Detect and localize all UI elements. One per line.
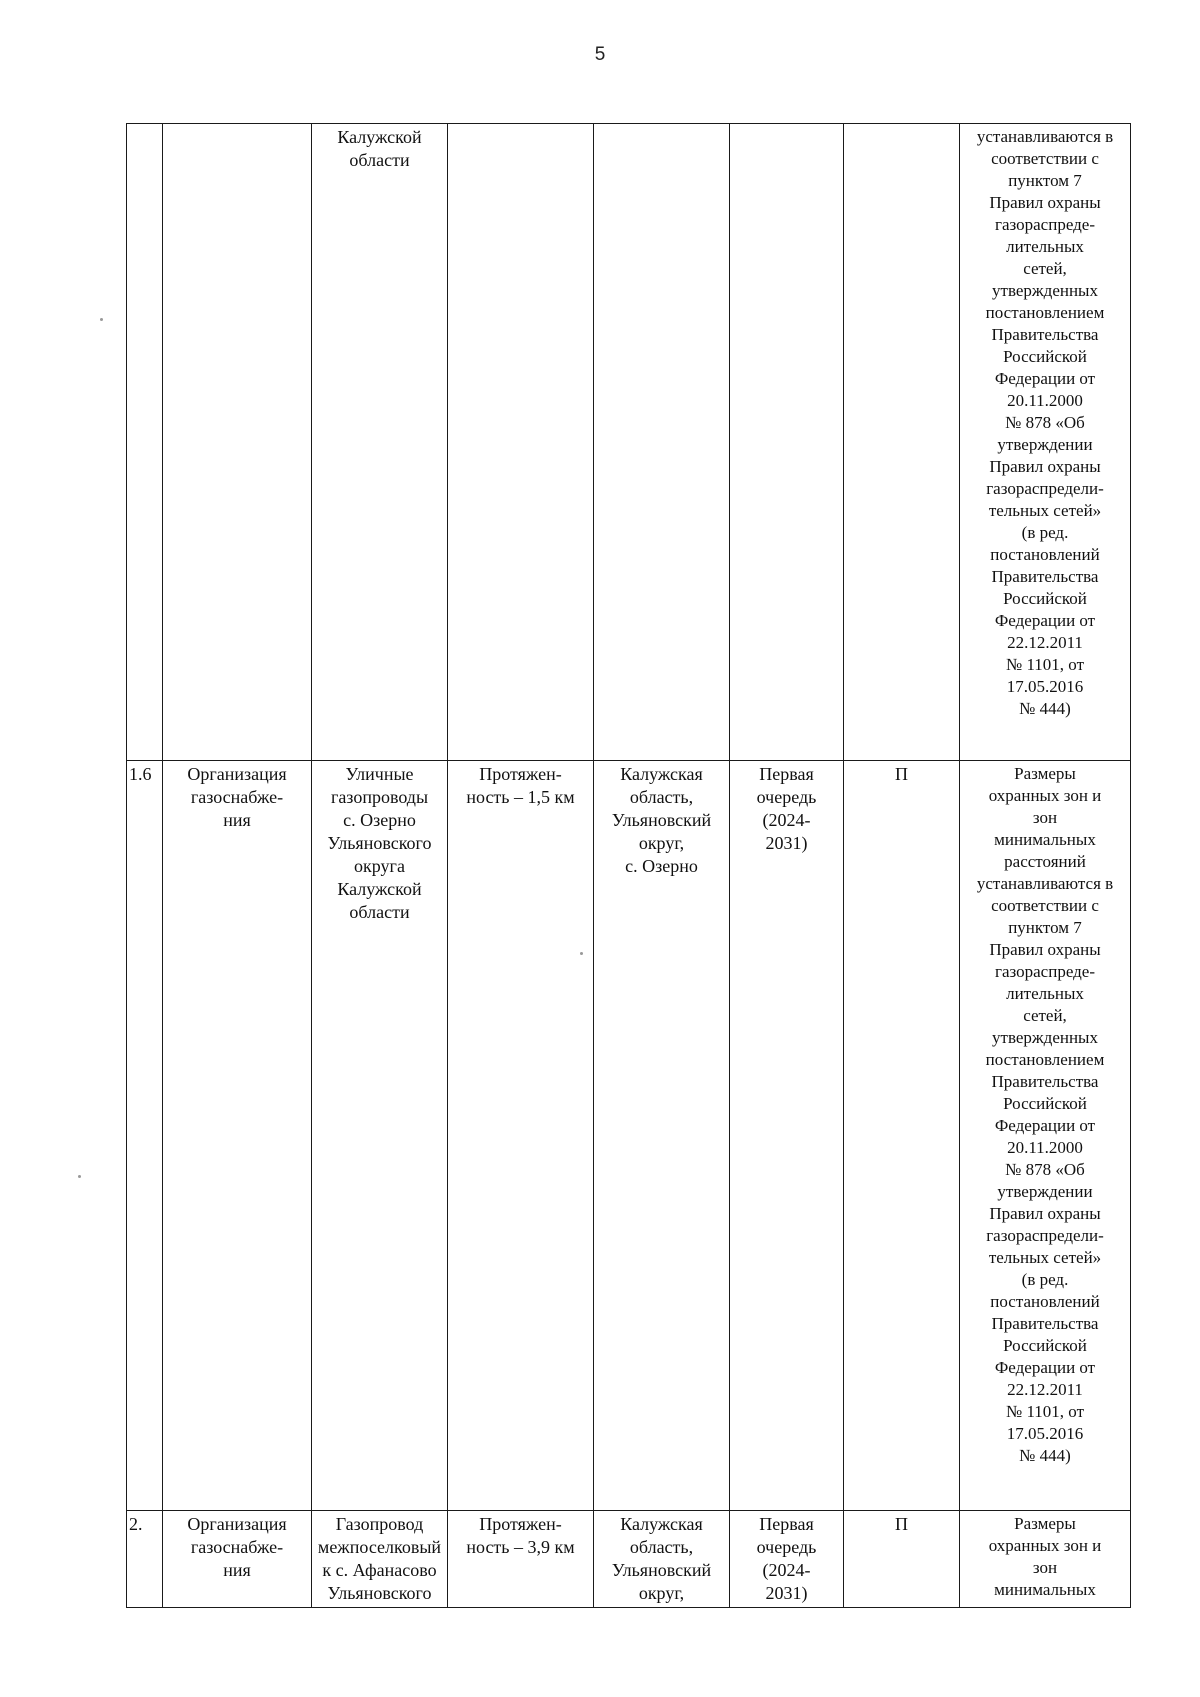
table-row xyxy=(127,1511,1131,1608)
status-cell: П xyxy=(844,761,960,1511)
page-number: 5 xyxy=(594,44,606,65)
status-cell: П xyxy=(844,1511,960,1608)
planned-objects-table xyxy=(126,123,1131,1608)
period-cell xyxy=(730,124,844,761)
scan-speck xyxy=(100,318,103,321)
protection-zones-cell: Размеры охранных зон и зон минимальных xyxy=(960,1511,1131,1608)
row-number-cell: 1.6 xyxy=(127,761,163,1511)
row-number-cell: 2. xyxy=(127,1511,163,1608)
scan-speck xyxy=(580,952,583,955)
table-row xyxy=(127,761,1131,1511)
location-cell xyxy=(594,124,730,761)
object-name-cell: Газопровод межпоселковый к с. Афанасово Ульяновского xyxy=(312,1511,448,1608)
purpose-cell: Организация газоснабже- ния xyxy=(163,761,312,1511)
characteristics-cell: Протяжен- ность – 1,5 км xyxy=(448,761,594,1511)
protection-zones-cell: устанавливаются в соответствии с пунктом 7 Правил охраны газораспреде- лительных сетей, утвержденных постановлением Правительства Российской Федерации от 20.11.2000 № 878 «Об утверждении Правил охраны газораспредели- тельных сетей» (в ред. постановлений Правительства Российской Федерации от 22.12.2011 № 1101, от 17.05.2016 № 444) xyxy=(960,124,1131,761)
object-name-cell: Уличные газопроводы с. Озерно Ульяновского округа Калужской области xyxy=(312,761,448,1511)
protection-zones-cell: Размеры охранных зон и зон минимальных расстояний устанавливаются в соответствии с пунктом 7 Правил охраны газораспреде- лительных сетей, утвержденных постановлением Правительства Российской Федерации от 20.11.2000 № 878 «Об утверждении Правил охраны газораспредели- тельных сетей» (в ред. постановлений Правительства Российской Федерации от 22.12.2011 № 1101, от 17.05.2016 № 444) xyxy=(960,761,1131,1511)
characteristics-cell: Протяжен- ность – 3,9 км xyxy=(448,1511,594,1608)
row-number-cell xyxy=(127,124,163,761)
object-name-cell: Калужской области xyxy=(312,124,448,761)
location-cell: Калужская область, Ульяновский округ, с. Озерно xyxy=(594,761,730,1511)
purpose-cell: Организация газоснабже- ния xyxy=(163,1511,312,1608)
period-cell: Первая очередь (2024- 2031) xyxy=(730,1511,844,1608)
table-row xyxy=(127,124,1131,761)
characteristics-cell xyxy=(448,124,594,761)
period-cell: Первая очередь (2024- 2031) xyxy=(730,761,844,1511)
scan-speck xyxy=(78,1175,81,1178)
status-cell xyxy=(844,124,960,761)
location-cell: Калужская область, Ульяновский округ, xyxy=(594,1511,730,1608)
purpose-cell xyxy=(163,124,312,761)
